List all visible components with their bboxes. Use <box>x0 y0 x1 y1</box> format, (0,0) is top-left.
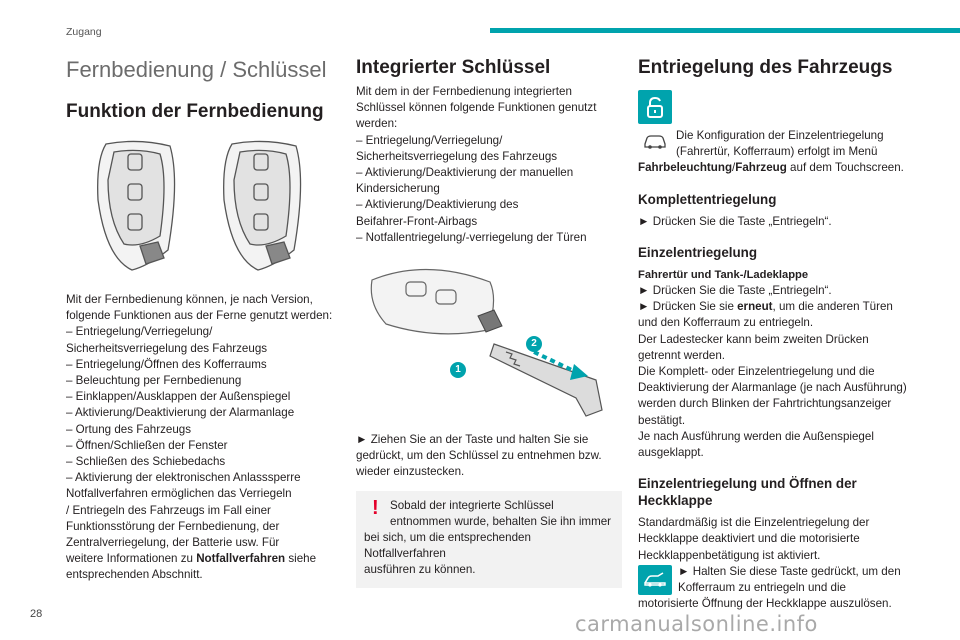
warning-line: Sobald der integrierte Schlüssel <box>390 498 554 512</box>
config-line: Die Konfiguration der Einzelentriegelung <box>676 129 884 142</box>
tailgate-open-icon <box>638 565 672 595</box>
key-removal-instruction <box>356 432 622 481</box>
list-item: – Schließen des Schiebedachs <box>66 455 226 469</box>
text-line: Deaktivierung der Alarmanlage (je nach Ausführung) <box>638 381 907 395</box>
list-item: – Entriegelung/Verriegelung/ <box>356 133 503 147</box>
text-line: werden: <box>356 117 398 131</box>
remote-key-shape <box>371 270 493 334</box>
callout-1: 1 <box>450 362 466 378</box>
remote-function-text <box>66 292 348 584</box>
column-remote-control <box>66 52 348 584</box>
list-item: – Entriegelung/Verriegelung/ <box>66 325 213 339</box>
warning-line: ausführen zu können. <box>364 563 476 577</box>
list-item: Sicherheitsverriegelung des Fahrzeugs <box>356 149 558 163</box>
instruction-line: ► Drücken Sie die Taste „Entriegeln“. <box>638 284 832 298</box>
text-line: getrennt werden. <box>638 348 726 362</box>
text-line: Die Komplett- oder Einzelentriegelung und die <box>638 365 875 379</box>
list-item: – Beleuchtung per Fernbedienung <box>66 374 242 388</box>
heading-complete-unlock: Komplettentriegelung <box>638 191 777 207</box>
heading-line: Heckklappe <box>638 493 713 509</box>
watermark: carmanualsonline.info <box>575 612 818 636</box>
instruction-line: gedrückt, um den Schlüssel zu entnehmen bzw. <box>356 449 602 463</box>
text-fragment: weitere Informationen zu <box>66 552 197 566</box>
list-item: – Einklappen/Ausklappen der Außenspiegel <box>66 390 291 404</box>
instruction-line: wieder einzustecken. <box>356 465 465 479</box>
text-line: bestätigt. <box>638 413 686 427</box>
text-line: Mit der Fernbedienung können, je nach Version, <box>66 293 313 306</box>
menu-name-vehicle: Fahrzeug <box>735 161 787 175</box>
header-accent-bar <box>490 28 960 33</box>
heading-remote-function: Funktion der Fernbedienung <box>66 101 324 122</box>
list-item: Kindersicherung <box>356 182 440 196</box>
heading-single-unlock: Einzelentriegelung <box>638 244 758 260</box>
instruction-line: ► Halten Sie diese Taste gedrückt, um den <box>678 564 901 578</box>
text-line: werden durch Blinken der Fahrtrichtungsanzeiger <box>638 397 892 411</box>
single-unlock-text <box>638 267 908 461</box>
instruction-line: ► Ziehen Sie an der Taste und halten Sie sie <box>356 433 589 447</box>
list-item: – Ortung des Fahrzeugs <box>66 422 192 436</box>
text-line: folgende Funktionen aus der Ferne genutzt werden: <box>66 309 333 323</box>
instruction-line <box>638 299 908 315</box>
list-item: – Notfallentriegelung/-verriegelung der Türen <box>356 230 587 244</box>
key-removal-illustration <box>366 260 616 420</box>
tailgate-text <box>638 515 908 564</box>
text-line: Zentralverriegelung, der Batterie usw. Für <box>66 536 280 550</box>
text-line: Notfallverfahren ermöglichen das Verriegeln <box>66 487 292 501</box>
warning-icon: ! <box>372 496 379 519</box>
list-item: Sicherheitsverriegelung des Fahrzeugs <box>66 341 268 355</box>
menu-name-lighting: Fahrbeleuchtung <box>638 161 733 175</box>
page-number: 28 <box>30 608 43 620</box>
integrated-key-text <box>356 84 622 246</box>
column-integrated-key <box>356 52 622 588</box>
config-note <box>638 128 908 177</box>
text-line: ausgeklappt. <box>638 446 704 460</box>
callout-2: 2 <box>526 336 542 352</box>
text-fragment: auf dem Touchscreen. <box>786 161 904 175</box>
text-line: / Entriegeln des Fahrzeugs im Fall einer <box>66 503 271 517</box>
section-title: Fernbedienung / Schlüssel <box>66 57 327 82</box>
heading-tailgate-unlock <box>638 475 908 509</box>
text-line: entsprechenden Abschnitt. <box>66 568 203 582</box>
remote-keys-illustration <box>88 140 328 276</box>
text-fragment: siehe <box>285 552 317 566</box>
warning-line: entnommen wurde, behalten Sie ihn immer <box>390 514 612 528</box>
text-line: Der Ladestecker kann beim zweiten Drücken <box>638 332 869 346</box>
text-line: und den Kofferraum zu entriegeln. <box>638 316 814 330</box>
subheading-driver-door: Fahrertür und Tank-/Ladeklappe <box>638 268 809 281</box>
text-fragment: , um die anderen Türen <box>772 300 893 314</box>
text-fragment: / <box>732 161 736 175</box>
heading-integrated-key: Integrierter Schlüssel <box>356 57 551 78</box>
text-line: Je nach Ausführung werden die Außenspiegel <box>638 429 874 443</box>
list-item: – Aktivierung/Deaktivierung der manuellen <box>356 166 574 180</box>
remote-key-right <box>224 141 301 270</box>
car-icon <box>642 132 668 150</box>
complete-unlock-instruction: ► Drücken Sie die Taste „Entriegeln“. <box>638 214 832 228</box>
list-item: – Entriegelung/Öffnen des Kofferraums <box>66 357 267 371</box>
text-line <box>66 551 348 567</box>
text-line: Heckklappenbetätigung ist aktiviert. <box>638 548 821 562</box>
unlock-padlock-icon <box>638 90 672 124</box>
text-line: Mit dem in der Fernbedienung integrierten <box>356 85 572 98</box>
list-item: – Öffnen/Schließen der Fenster <box>66 438 228 452</box>
emphasis-again: erneut <box>737 300 773 314</box>
column-unlocking <box>638 52 908 612</box>
text-line: Schlüssel können folgende Funktionen genutzt <box>356 101 597 115</box>
config-line: (Fahrertür, Kofferraum) erfolgt im Menü <box>676 145 878 159</box>
header-section-title: Zugang <box>66 26 102 38</box>
instruction-line: motorisierte Öffnung der Heckklappe auszulösen. <box>638 597 892 611</box>
list-item: – Aktivierung/Deaktivierung der Alarmanlage <box>66 406 295 420</box>
config-line <box>638 160 908 176</box>
text-line: Standardmäßig ist die Einzelentriegelung der <box>638 516 870 530</box>
text-line: Heckklappe deaktiviert und die motorisierte <box>638 532 860 546</box>
remote-key-left <box>98 141 175 270</box>
list-item: – Aktivierung/Deaktivierung des <box>356 198 519 212</box>
list-item: – Aktivierung der elektronischen Anlasssperre <box>66 471 301 485</box>
emergency-procedures-link-text: Notfallverfahren <box>196 552 286 566</box>
list-item: Beifahrer-Front-Airbags <box>356 214 478 228</box>
warning-box <box>356 491 622 588</box>
text-fragment: ► Drücken Sie sie <box>638 300 738 314</box>
instruction-line: Kofferraum zu entriegeln und die <box>678 581 847 595</box>
warning-line: bei sich, um die entsprechenden Notfallverfahren <box>364 531 531 561</box>
tailgate-instruction <box>638 564 908 613</box>
heading-line: Einzelentriegelung und Öffnen der <box>638 476 857 492</box>
text-line: Funktionsstörung der Fernbedienung, der <box>66 519 280 533</box>
heading-unlocking: Entriegelung des Fahrzeugs <box>638 57 893 78</box>
metal-key-blade <box>490 344 602 416</box>
